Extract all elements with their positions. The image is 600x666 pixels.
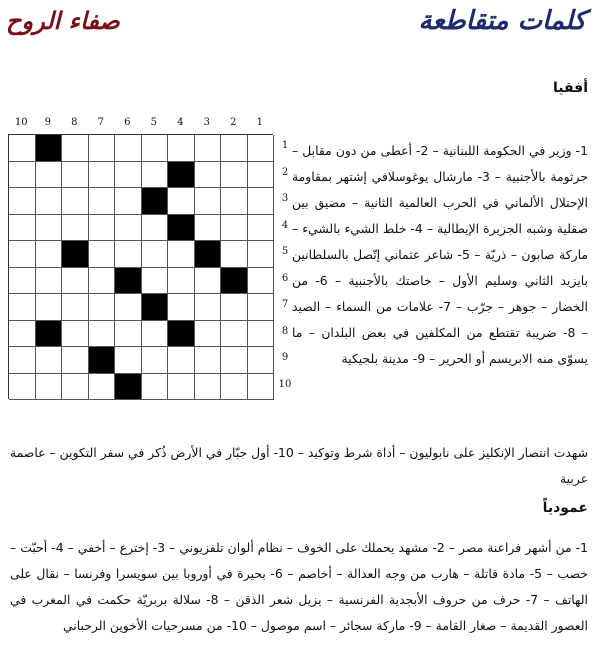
down-heading: عمودياً — [542, 500, 588, 516]
row-number: 1 — [281, 140, 289, 152]
column-number: 7 — [97, 117, 104, 128]
grid-cell[interactable] — [221, 188, 248, 215]
grid-cell[interactable] — [36, 215, 63, 242]
column-number: 2 — [230, 117, 237, 128]
grid-cell[interactable] — [9, 135, 36, 162]
grid-cell[interactable] — [9, 374, 36, 401]
grid-cell[interactable] — [89, 241, 116, 268]
column-numbers — [8, 117, 273, 133]
grid-cell[interactable] — [36, 188, 63, 215]
grid-cell[interactable] — [115, 188, 142, 215]
row-number: 2 — [281, 166, 289, 178]
grid-cell[interactable] — [36, 268, 63, 295]
grid-cell[interactable] — [248, 135, 275, 162]
grid-cell[interactable] — [62, 268, 89, 295]
grid-cell[interactable] — [248, 374, 275, 401]
grid-cell-black — [168, 162, 195, 189]
row-number: 7 — [281, 299, 289, 311]
grid-cell[interactable] — [221, 241, 248, 268]
grid-cell[interactable] — [221, 215, 248, 242]
grid-cell[interactable] — [142, 241, 169, 268]
grid-cell[interactable] — [195, 347, 222, 374]
grid-cell[interactable] — [62, 162, 89, 189]
grid-cell[interactable] — [62, 294, 89, 321]
grid-cell[interactable] — [248, 268, 275, 295]
grid-cell[interactable] — [195, 188, 222, 215]
row-number: 10 — [278, 378, 292, 390]
grid-cell-black — [89, 347, 116, 374]
row-number: 6 — [281, 272, 289, 284]
grid-cell[interactable] — [89, 268, 116, 295]
column-number: 3 — [203, 117, 210, 128]
grid-cell[interactable] — [36, 162, 63, 189]
grid-cell[interactable] — [195, 321, 222, 348]
grid-cell[interactable] — [9, 188, 36, 215]
grid-cell[interactable] — [168, 374, 195, 401]
grid-cell[interactable] — [62, 374, 89, 401]
column-number: 8 — [71, 117, 78, 128]
grid-cell-black — [221, 268, 248, 295]
grid-cell[interactable] — [62, 321, 89, 348]
brand-signature: صفاء الروح — [6, 6, 120, 35]
grid-cell[interactable] — [248, 162, 275, 189]
grid-cell[interactable] — [142, 162, 169, 189]
grid-cell[interactable] — [221, 162, 248, 189]
crossword-grid — [8, 134, 273, 399]
grid-cell[interactable] — [9, 241, 36, 268]
across-clues: 1- وزير في الحكومة اللبنانية – 2- أعطى من دون مقابل – جرثومة بالأجنبية – 3- مارشال يوغوسلافي إشتهر بمقاومة الإحتلال الألماني في الحرب العالمية الثانية – مضيق بين صقلية وشبه الجزيرة الإيطالية – 4- خلط الشيء بالشيء – ماركة صابون – ذريّة – 5- شاعر عثماني إتّصل بالسلطانين بايزيد الثاني وسليم الأول – خاصتك بالأجنبية – 6- من الخضار – جوهر – جرّب – 7- علامات من السماء – الصيد – 8- ضريبة تقتطع من المكلفين في بعض البلدان – ما يسوّى منه الابريسم أو الحرير – 9- مدينة بلجيكية — [292, 143, 588, 366]
grid-cell-black — [62, 241, 89, 268]
grid-cell[interactable] — [168, 294, 195, 321]
grid-cell[interactable] — [9, 162, 36, 189]
row-number: 8 — [281, 325, 289, 337]
grid-cell[interactable] — [195, 215, 222, 242]
grid-cell[interactable] — [195, 294, 222, 321]
grid-cell[interactable] — [142, 135, 169, 162]
grid-cell[interactable] — [221, 321, 248, 348]
column-number: 4 — [177, 117, 184, 128]
row-number: 5 — [281, 246, 289, 258]
grid-cell[interactable] — [9, 321, 36, 348]
grid-cell[interactable] — [248, 321, 275, 348]
grid-cell[interactable] — [62, 135, 89, 162]
grid-cell[interactable] — [195, 268, 222, 295]
column-number: 10 — [14, 117, 28, 128]
grid-cell[interactable] — [168, 268, 195, 295]
grid-cell[interactable] — [248, 215, 275, 242]
grid-cell[interactable] — [115, 294, 142, 321]
grid-cell[interactable] — [115, 241, 142, 268]
grid-cell[interactable] — [36, 294, 63, 321]
grid-cell[interactable] — [9, 268, 36, 295]
grid-cell-black — [115, 268, 142, 295]
column-number: 5 — [150, 117, 157, 128]
grid-cell[interactable] — [168, 188, 195, 215]
grid-cell[interactable] — [115, 135, 142, 162]
across-heading: أفقيا — [552, 80, 588, 96]
grid-cell[interactable] — [89, 135, 116, 162]
grid-cell-black — [142, 188, 169, 215]
grid-cell[interactable] — [248, 347, 275, 374]
grid-cell[interactable] — [36, 374, 63, 401]
grid-cell[interactable] — [62, 188, 89, 215]
grid-cell[interactable] — [89, 374, 116, 401]
grid-cell[interactable] — [168, 241, 195, 268]
grid-cell[interactable] — [89, 188, 116, 215]
row-number: 4 — [281, 219, 289, 231]
grid-cell-black — [168, 215, 195, 242]
down-clues: 1- من أشهر فراعنة مصر – 2- مشهد يحملك على الخوف – نظام ألوان تلفزيوني – 3- إخترع – أخفي – 4- أحبّت – خصب – 5- مادة قاتلة – هارب من وجه العدالة – أخاصم – 6- بحيرة في أوروبا بين سويسرا وفرنسا – نقال على الهاتف – 7- حرف من حروف الأبجدية الفرنسية – يزيل شعر الذقن – 8- سلالة بربريّة حكمت في المغرب في العصور القديمة – صغار القامة – 9- ماركة سجائر – اسم موصول – 10- من مسرحيات الأخوين الرحباني — [10, 540, 589, 633]
grid-cell[interactable] — [221, 347, 248, 374]
grid-cell[interactable] — [195, 374, 222, 401]
column-number: 9 — [44, 117, 51, 128]
grid-cell[interactable] — [62, 347, 89, 374]
grid-cell[interactable] — [36, 347, 63, 374]
grid-cell[interactable] — [89, 294, 116, 321]
grid-cell[interactable] — [9, 215, 36, 242]
grid-cell[interactable] — [36, 241, 63, 268]
grid-cell[interactable] — [168, 347, 195, 374]
column-number: 1 — [256, 117, 263, 128]
grid-cell[interactable] — [248, 188, 275, 215]
grid-cell[interactable] — [221, 294, 248, 321]
grid-cell[interactable] — [115, 347, 142, 374]
grid-cell[interactable] — [89, 162, 116, 189]
grid-cell-black — [36, 135, 63, 162]
row-number: 9 — [281, 352, 289, 364]
grid-cell[interactable] — [115, 162, 142, 189]
grid-cell[interactable] — [195, 162, 222, 189]
grid-cell[interactable] — [142, 374, 169, 401]
grid-cell[interactable] — [142, 268, 169, 295]
grid-cell[interactable] — [9, 347, 36, 374]
grid-cell[interactable] — [9, 294, 36, 321]
grid-cell[interactable] — [115, 215, 142, 242]
grid-cell[interactable] — [62, 215, 89, 242]
grid-cell[interactable] — [168, 135, 195, 162]
grid-cell[interactable] — [89, 215, 116, 242]
grid-cell-black — [142, 294, 169, 321]
column-number: 6 — [124, 117, 131, 128]
row-number: 3 — [281, 193, 289, 205]
grid-cell[interactable] — [115, 321, 142, 348]
grid-cell-black — [168, 321, 195, 348]
grid-cell[interactable] — [142, 347, 169, 374]
grid-cell[interactable] — [221, 374, 248, 401]
grid-cell[interactable] — [142, 321, 169, 348]
grid-cell[interactable] — [89, 321, 116, 348]
grid-cell[interactable] — [248, 241, 275, 268]
across-clues-continued: شهدت انتصار الإنكليز على نابوليون – أداة شرط وتوكيد – 10- أول جبّار في الأرض ذُكر في سفر التكوين – عاصمة عربية — [10, 445, 588, 486]
page-title: كلمات متقاطعة — [418, 6, 586, 36]
grid-cell-black — [115, 374, 142, 401]
grid-cell-black — [36, 321, 63, 348]
grid-cell[interactable] — [142, 215, 169, 242]
grid-cell[interactable] — [221, 135, 248, 162]
grid-cell[interactable] — [248, 294, 275, 321]
grid-cell[interactable] — [195, 135, 222, 162]
grid-cell-black — [195, 241, 222, 268]
